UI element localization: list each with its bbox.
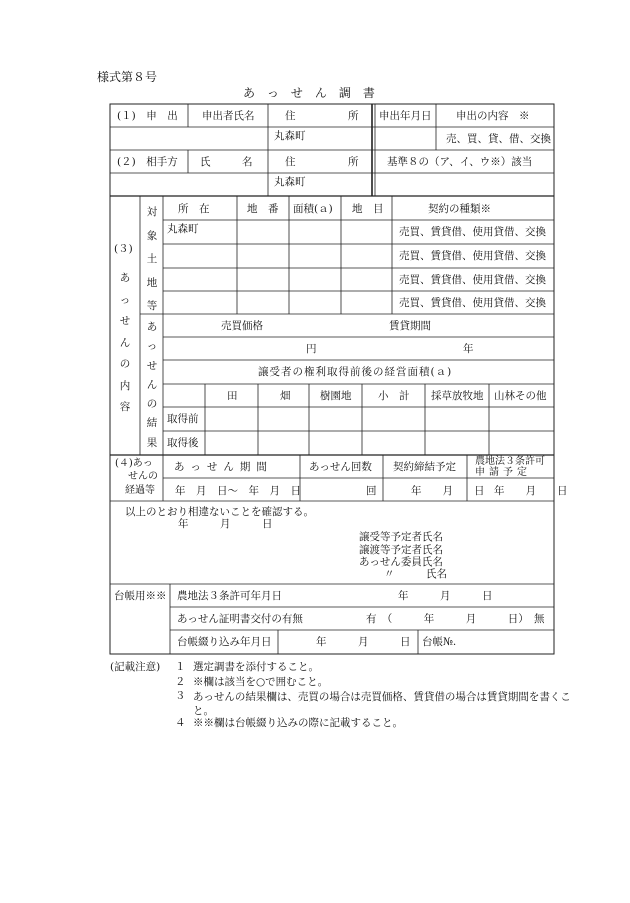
sec1-col-date: 申出年月日	[379, 110, 432, 122]
sale-price-label: 売買価格	[221, 320, 263, 332]
land-label-char: 象	[146, 229, 158, 242]
year-unit: 年	[463, 343, 474, 355]
before-label: 取得前	[167, 413, 199, 425]
land-label-char: 対	[146, 206, 158, 218]
sec2-col-name: 氏 名	[200, 156, 253, 168]
sec1-label: (１) 申 出	[117, 110, 178, 122]
signer-transferee: 譲受等予定者氏名	[359, 531, 443, 543]
col-lot: 地 番	[247, 203, 279, 215]
sec3-label-char: 内	[119, 379, 131, 392]
result-label-char: 結	[146, 417, 158, 430]
col-period: あっせん期間	[174, 461, 273, 473]
land-type-subtotal: 小 計	[378, 390, 410, 402]
col-location: 所 在	[178, 203, 210, 215]
yen-unit: 円	[306, 343, 317, 355]
sec2-col-address: 住 所	[285, 156, 359, 168]
contract-option-2: 売買、賃貸借、使用貸借、交換	[399, 250, 546, 262]
result-label-char: ん	[146, 378, 158, 391]
col-category: 地 目	[352, 203, 384, 215]
contract-date-value: 年 月 日	[411, 485, 485, 497]
land-type-field: 畑	[280, 390, 291, 402]
confirm-date: 年 月 日	[178, 518, 273, 530]
ledger-permit-date-label: 農地法３条許可年月日	[177, 590, 282, 602]
note-3-text: あっせんの結果欄は、売買の場合は売買価格、賃貸借の場合は賃貸期間を書くこと。	[193, 691, 571, 717]
col-contract: 契約の種類※	[428, 203, 491, 215]
signer-mediator-2: 〃 氏名	[384, 568, 447, 580]
count-unit: 回	[366, 485, 377, 497]
col-count: あっせん回数	[309, 461, 372, 473]
sec2-address-value: 丸森町	[274, 176, 306, 188]
sec4-label-line2: せんの	[128, 471, 158, 482]
contract-option-3: 売買、賃貸借、使用貸借、交換	[399, 274, 546, 286]
ledger-filing-value: 年 月 日	[316, 636, 411, 648]
sec2-label: (２) 相手方	[117, 156, 178, 168]
land-label-vertical	[144, 201, 160, 319]
sec1-col-address: 住 所	[285, 110, 359, 122]
signer-transferor: 譲渡等予定者氏名	[359, 544, 443, 556]
period-value: 年 月 日〜 年 月 日	[175, 485, 301, 497]
note-4-text: ※※欄は台帳綴り込みの際に記載すること。	[193, 717, 403, 729]
sec2-col-criteria: 基準８の（ア、イ、ウ※）該当	[387, 156, 533, 168]
sec1-content-options: 売、買、貸、借、交換	[446, 133, 551, 145]
note-3-num: ３	[175, 690, 186, 702]
confirm-statement: 以上のとおり相違ないことを確認する。	[125, 506, 314, 518]
notes-heading: (記載注意)	[110, 661, 161, 673]
signer-mediator: あっせん委員氏名	[359, 556, 443, 568]
land-label-char: 等	[146, 300, 158, 312]
col-permit-line1: 農地法３条許可	[475, 456, 545, 467]
result-label-char: の	[146, 398, 158, 411]
ledger-label: 台帳用※※	[114, 590, 167, 602]
col-permit-line2: 申請予定	[475, 467, 531, 478]
land-type-rice: 田	[227, 390, 238, 402]
land-label-char: 土	[146, 253, 158, 265]
lease-period-label: 賃貸期間	[389, 320, 431, 332]
sec3-label-char: っ	[119, 293, 131, 306]
ledger-cert-label: あっせん証明書交付の有無	[177, 613, 303, 625]
land-label-char: 地	[146, 276, 158, 289]
sec4-label-line3: 経過等	[125, 485, 155, 496]
contract-option-4: 売買、賃貸借、使用貸借、交換	[399, 297, 546, 309]
sec3-label-num: (３)	[114, 243, 133, 255]
col-area: 面積(ａ)	[293, 203, 333, 215]
result-label-char: 果	[146, 436, 158, 449]
permit-value: 年 月 日	[494, 485, 568, 497]
note-2-num: ２	[175, 676, 186, 688]
after-label: 取得後	[167, 437, 199, 449]
result-label-vertical	[144, 318, 160, 453]
note-4-num: ４	[175, 717, 186, 729]
result-label-char: っ	[146, 340, 158, 353]
land-type-forest: 山林その他	[494, 390, 547, 402]
col-contract-date: 契約締結予定	[393, 461, 456, 473]
note-2-text: ※欄は該当を○で囲むこと。	[193, 676, 329, 688]
ledger-filing-label: 台帳綴り込み年月日	[177, 636, 272, 648]
land-type-orchard: 樹園地	[320, 390, 352, 402]
form-id: 様式第８号	[97, 70, 158, 84]
ledger-permit-date-value: 年 月 日	[398, 590, 493, 602]
sec3-label-char: の	[119, 358, 131, 370]
sec1-col-content: 申出の内容 ※	[456, 110, 530, 122]
ledger-no-label: 台帳№.	[422, 636, 457, 648]
note-1-text: 選定調書を添付すること。	[193, 661, 319, 673]
sec3-label-char: 容	[119, 401, 131, 413]
contract-option-1: 売買、賃貸借、使用貸借、交換	[399, 226, 546, 238]
sec3-label-vertical	[118, 268, 132, 419]
sec3-label-char: あ	[119, 272, 131, 284]
land-type-pasture: 採草放牧地	[431, 390, 484, 402]
area-heading: 譲受者の権利取得前後の経営面積(ａ)	[258, 366, 453, 378]
sec1-address-value: 丸森町	[274, 130, 306, 142]
location-value: 丸森町	[167, 223, 199, 235]
ledger-cert-value: 有 （ 年 月 日） 無	[366, 613, 545, 625]
sec4-label-line1: (４)あっ	[115, 458, 153, 469]
sec3-label-char: ん	[119, 336, 131, 349]
page-title: あっせん調書	[243, 86, 387, 100]
sec3-label-char: せ	[119, 315, 131, 327]
note-1-num: １	[175, 661, 186, 673]
result-label-char: せ	[146, 359, 158, 372]
sec1-col-name: 申出者氏名	[202, 110, 255, 122]
result-label-char: あ	[146, 321, 158, 333]
